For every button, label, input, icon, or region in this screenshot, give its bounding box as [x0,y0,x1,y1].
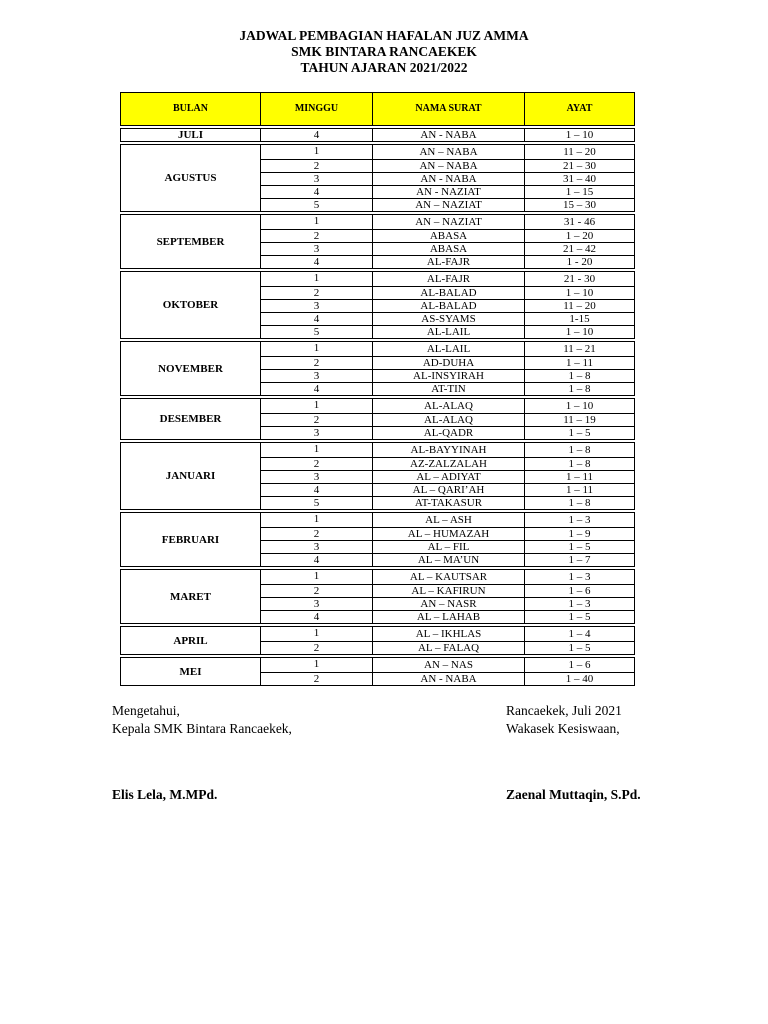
week-cell: 4 [261,383,373,396]
surah-cell: AL-INSYIRAH [373,370,525,383]
week-cell: 2 [261,642,373,655]
table-row [121,129,635,142]
week-cell: 2 [261,414,373,427]
surah-cell: AL – QARI’AH [373,484,525,497]
ayat-cell: 1 – 10 [525,129,635,142]
week-cell: 3 [261,427,373,440]
month-cell: MEI [121,658,261,686]
surah-cell: AN - NAZIAT [373,186,525,199]
week-cell: 2 [261,528,373,541]
week-cell: 3 [261,243,373,256]
surah-cell: AL – MA’UN [373,554,525,567]
ayat-cell: 1 – 6 [525,585,635,598]
schedule-body [121,126,635,686]
surah-cell: AL-LAIL [373,326,525,339]
ayat-cell: 11 – 20 [525,300,635,313]
ayat-cell: 15 – 30 [525,199,635,212]
column-header-bulan: BULAN [121,93,261,126]
surah-cell: AN - NABA [373,129,525,142]
table-row [121,145,635,160]
ayat-cell: 1 – 5 [525,611,635,624]
week-cell: 5 [261,199,373,212]
month-cell: OKTOBER [121,272,261,339]
surah-cell: AL – HUMAZAH [373,528,525,541]
week-cell: 1 [261,272,373,287]
title-line-3: TAHUN AJARAN 2021/2022 [300,60,468,75]
surah-cell: AL-FAJR [373,256,525,269]
surah-cell: AL-ALAQ [373,399,525,414]
ayat-cell: 1 – 6 [525,658,635,673]
ayat-cell: 1 – 8 [525,458,635,471]
week-cell: 4 [261,611,373,624]
month-cell: AGUSTUS [121,145,261,212]
ayat-cell: 1 – 8 [525,497,635,510]
surah-cell: AL-ALAQ [373,414,525,427]
surah-cell: AL-QADR [373,427,525,440]
surah-cell: AN – NAZIAT [373,215,525,230]
week-cell: 1 [261,443,373,458]
ayat-cell: 1 – 11 [525,484,635,497]
surah-cell: AL – KAUTSAR [373,570,525,585]
week-cell: 4 [261,129,373,142]
week-cell: 3 [261,471,373,484]
month-cell: SEPTEMBER [121,215,261,269]
ayat-cell: 1 – 20 [525,230,635,243]
ayat-cell: 1 – 8 [525,370,635,383]
ayat-cell: 1 - 20 [525,256,635,269]
week-cell: 1 [261,145,373,160]
surah-cell: AL-BAYYINAH [373,443,525,458]
surah-cell: ABASA [373,230,525,243]
week-cell: 1 [261,342,373,357]
week-cell: 3 [261,541,373,554]
document-title [0,28,768,76]
signature-left [112,702,292,738]
week-cell: 2 [261,357,373,370]
signature-left-name [112,786,217,804]
table-row [121,215,635,230]
ayat-cell: 1 – 5 [525,642,635,655]
signature-right-line1: Rancaekek, Juli 2021 [506,703,622,718]
ayat-cell: 21 – 30 [525,160,635,173]
month-cell: MARET [121,570,261,624]
week-cell: 2 [261,585,373,598]
month-cell: JANUARI [121,443,261,510]
week-cell: 1 [261,627,373,642]
ayat-cell: 1 – 8 [525,443,635,458]
month-cell: FEBRUARI [121,513,261,567]
surah-cell: AN – NASR [373,598,525,611]
ayat-cell: 1 – 5 [525,427,635,440]
column-header-nama-surat: NAMA SURAT [373,93,525,126]
column-header-ayat: AYAT [525,93,635,126]
week-cell: 4 [261,554,373,567]
surah-cell: AN – NAZIAT [373,199,525,212]
ayat-cell: 1 – 8 [525,383,635,396]
week-cell: 3 [261,598,373,611]
week-cell: 1 [261,658,373,673]
ayat-cell: 1 – 3 [525,513,635,528]
table-row [121,399,635,414]
surah-cell: AL – IKHLAS [373,627,525,642]
week-cell: 2 [261,287,373,300]
signature-right [506,702,622,738]
surah-cell: AL – LAHAB [373,611,525,624]
week-cell: 1 [261,570,373,585]
month-cell: APRIL [121,627,261,655]
ayat-cell: 1 – 7 [525,554,635,567]
table-row [121,513,635,528]
table-row [121,658,635,673]
surah-cell: AL – FIL [373,541,525,554]
table-row [121,272,635,287]
ayat-cell: 31 - 46 [525,215,635,230]
surah-cell: AL – KAFIRUN [373,585,525,598]
surah-cell: AN - NABA [373,673,525,686]
month-cell: NOVEMBER [121,342,261,396]
ayat-cell: 1 – 11 [525,357,635,370]
week-cell: 1 [261,513,373,528]
schedule-table [120,92,635,686]
signature-left-name-text: Elis Lela, M.MPd. [112,787,218,802]
week-cell: 3 [261,370,373,383]
ayat-cell: 21 – 42 [525,243,635,256]
ayat-cell: 11 – 19 [525,414,635,427]
signature-right-name-text: Zaenal Muttaqin, S.Pd. [506,787,641,802]
ayat-cell: 1 – 4 [525,627,635,642]
ayat-cell: 1 – 3 [525,570,635,585]
ayat-cell: 1-15 [525,313,635,326]
week-cell: 2 [261,458,373,471]
surah-cell: AD-DUHA [373,357,525,370]
table-row [121,627,635,642]
week-cell: 2 [261,160,373,173]
ayat-cell: 1 – 15 [525,186,635,199]
surah-cell: AZ-ZALZALAH [373,458,525,471]
table-row [121,342,635,357]
surah-cell: AL-LAIL [373,342,525,357]
surah-cell: AN – NAS [373,658,525,673]
surah-cell: AN – NABA [373,160,525,173]
surah-cell: AL – ADIYAT [373,471,525,484]
week-cell: 4 [261,313,373,326]
ayat-cell: 1 – 11 [525,471,635,484]
signature-right-name [506,786,641,804]
week-cell: 1 [261,399,373,414]
ayat-cell: 1 – 10 [525,287,635,300]
signature-left-line2: Kepala SMK Bintara Rancaekek, [112,721,292,736]
surah-cell: AL – ASH [373,513,525,528]
surah-cell: AN – NABA [373,145,525,160]
week-cell: 2 [261,230,373,243]
week-cell: 5 [261,497,373,510]
week-cell: 1 [261,215,373,230]
ayat-cell: 31 – 40 [525,173,635,186]
ayat-cell: 1 – 40 [525,673,635,686]
signature-right-line2: Wakasek Kesiswaan, [506,721,620,736]
surah-cell: AN - NABA [373,173,525,186]
week-cell: 3 [261,300,373,313]
week-cell: 4 [261,256,373,269]
week-cell: 4 [261,186,373,199]
surah-cell: AL-BALAD [373,300,525,313]
title-line-1: JADWAL PEMBAGIAN HAFALAN JUZ AMMA [239,28,529,43]
title-line-2: SMK BINTARA RANCAEKEK [291,44,477,59]
week-cell: 4 [261,484,373,497]
table-row [121,443,635,458]
ayat-cell: 11 – 21 [525,342,635,357]
column-header-minggu: MINGGU [261,93,373,126]
surah-cell: AL-BALAD [373,287,525,300]
ayat-cell: 1 – 10 [525,326,635,339]
ayat-cell: 1 – 10 [525,399,635,414]
table-row [121,570,635,585]
ayat-cell: 1 – 5 [525,541,635,554]
signature-left-line1: Mengetahui, [112,703,180,718]
surah-cell: AT-TIN [373,383,525,396]
week-cell: 2 [261,673,373,686]
ayat-cell: 1 – 3 [525,598,635,611]
surah-cell: AL-FAJR [373,272,525,287]
month-cell: DESEMBER [121,399,261,440]
ayat-cell: 1 – 9 [525,528,635,541]
ayat-cell: 11 – 20 [525,145,635,160]
ayat-cell: 21 - 30 [525,272,635,287]
surah-cell: AT-TAKASUR [373,497,525,510]
table-header-row [121,93,635,126]
surah-cell: AS-SYAMS [373,313,525,326]
week-cell: 3 [261,173,373,186]
surah-cell: AL – FALAQ [373,642,525,655]
surah-cell: ABASA [373,243,525,256]
week-cell: 5 [261,326,373,339]
month-cell: JULI [121,129,261,142]
